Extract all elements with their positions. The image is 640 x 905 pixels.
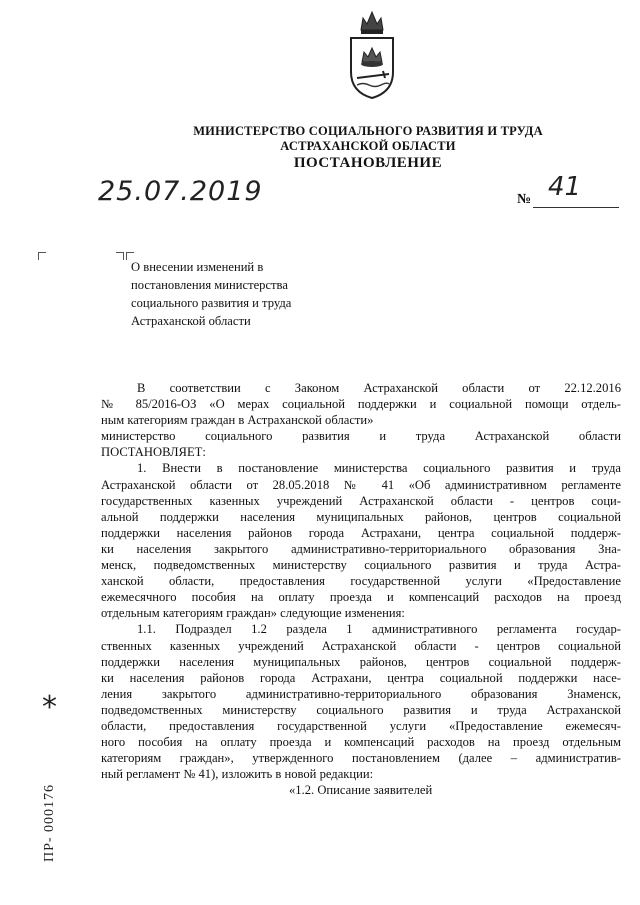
handwritten-number: 41 (548, 172, 582, 202)
body-line: В соответствии с Законом Астраханской области от 22.12.2016 (137, 381, 621, 395)
body-line: подведомственных министерству социального развития и труда Астраханской (101, 702, 621, 717)
body-line: ственных казенных учреждений Астраханской области - центров социальной (101, 638, 621, 653)
body-line: ханской области, предоставления государственной услуги «Предоставление (101, 574, 621, 589)
body-line: министерство социального развития и труда Астраханской области (101, 429, 621, 444)
margin-document-code: ПР- 000176 (42, 783, 57, 862)
document-subject (131, 258, 291, 330)
document-type-title: ПОСТАНОВЛЕНИЕ (293, 155, 443, 171)
body-line: ки населения закрытого административно-территориального образования Зна- (101, 541, 621, 556)
subject-line: постановления министерства (131, 278, 288, 292)
body-line: 1.1. Подраздел 1.2 раздела 1 административного регламента государ- (137, 622, 621, 637)
body-line: менск, подведомственных министерству социального развития и труда Астра- (101, 558, 621, 573)
body-line: ного пособия на оплату проезда и компенсаций расходов на проезд отдельным (101, 735, 621, 750)
body-line: поддержки населения муниципальных районов, центров социальной поддерж- (101, 654, 621, 669)
subject-line: социального развития и труда (131, 296, 292, 310)
body-line: государственных казенных учреждений Астраханской области - центров соци- (101, 493, 621, 508)
number-label: № (517, 192, 532, 207)
number-underline (533, 207, 619, 208)
corner-mark-left (38, 252, 46, 260)
margin-asterisk: * (42, 690, 57, 725)
ministry-name-line1: МИНИСТЕРСТВО СОЦИАЛЬНОГО РАЗВИТИЯ И ТРУДА (193, 124, 543, 138)
body-line: ления закрытого административно-территориального образования Знаменск, (101, 686, 621, 701)
body-line: 1. Внести в постановление министерства социального развития и труда (137, 461, 621, 476)
subject-line: Астраханской области (131, 314, 251, 328)
body-line: № 85/2016-ОЗ «О мерах социальной поддержки и социальной помощи отдель- (101, 397, 621, 412)
body-line: категориям граждан», утвержденного постановлением (далее – административ- (101, 751, 621, 766)
body-line: «1.2. Описание заявителей (289, 783, 433, 798)
body-line: области, предоставления государственной услуги «Предоставление ежемесяч- (101, 718, 621, 733)
coat-of-arms-emblem (343, 8, 401, 100)
subject-line: О внесении изменений в (131, 260, 264, 274)
body-line: отдельным категориям граждан» следующие изменения: (101, 606, 405, 621)
handwritten-date: 25.07.2019 (98, 176, 263, 207)
body-line: ежемесячного пособия на оплату проезда и компенсаций расходов на проезд (101, 590, 621, 605)
body-line: альной поддержки населения муниципальных районов, центров социальной (101, 509, 621, 524)
document-body (101, 380, 621, 798)
ministry-name-line2: АСТРАХАНСКОЙ ОБЛАСТИ (280, 139, 456, 153)
corner-mark-mid (116, 252, 124, 260)
body-line: ным категориям граждан в Астраханской области» (101, 413, 374, 428)
body-line: поддержки населения районов города Астрахани, центра социальной поддерж- (101, 525, 621, 540)
body-line: ПОСТАНОВЛЯЕТ: (101, 445, 206, 460)
body-line: Астраханской области от 28.05.2018 № 41 «Об административном регламенте (101, 477, 621, 492)
body-line: ки населения районов города Астрахани, центра социальной поддержки насе- (101, 670, 621, 685)
body-line: ный регламент № 41), изложить в новой редакции: (101, 767, 374, 782)
